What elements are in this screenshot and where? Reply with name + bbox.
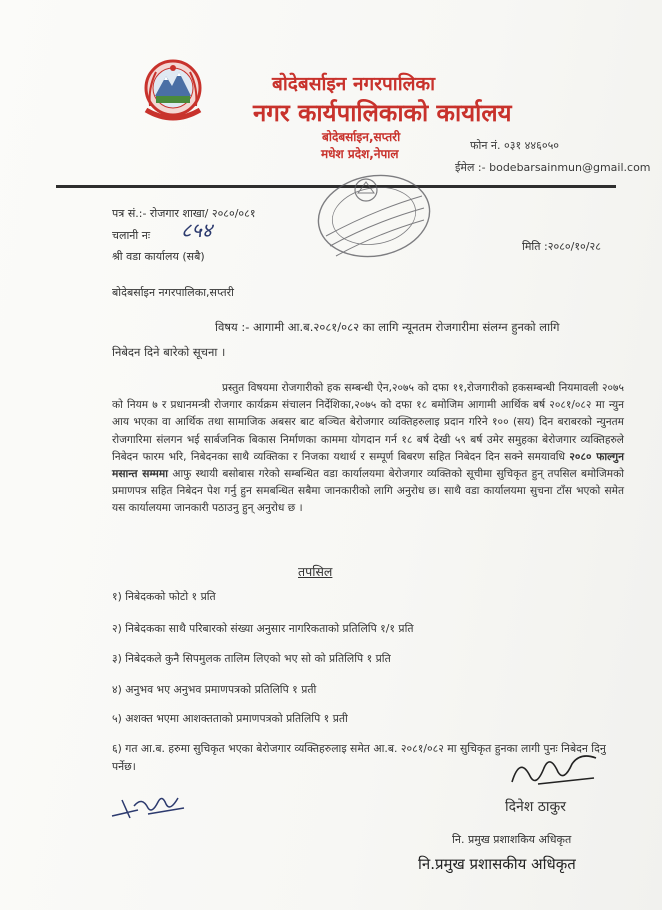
officer-name: दिनेश ठाकुर [505, 799, 567, 815]
office-province: मधेश प्रदेश,नेपाल [321, 147, 399, 161]
office-name: नगर कार्यपालिकाको कार्यालय [253, 99, 512, 127]
tapsil-item-5: ५) अशक्त भएमा आशक्तताको प्रमाणपत्रको प्रतिलिपि १ प्रती [112, 712, 348, 725]
body-text-part-2: आफु स्थायी बसोबास गरेको सम्बन्धित वडा कार्यालयमा बेरोजगार व्यक्तिको सूचीमा सुचिकृत हुन् तपसिल बमोजिमको प्रमाणपत्र सहित निबेदन पेश गर्नु हुन समबन्धित सबैमा जानकारीको लागि अनुरोध छ। साथै वडा कार्यालयमा सुचना टाँस भएको समेत यस कार्यालयमा जानकारी पठाउनु हुन् अनुरोध छ । [112, 468, 624, 515]
office-email-row [455, 160, 651, 175]
subject-line-1: विषय :- आगामी आ.ब.२०८१/०८२ का लागि न्यूनतम रोजगारीमा संलग्न हुनको लागि [215, 320, 560, 334]
notice-body-paragraph [112, 380, 624, 518]
municipality-name: बोदेबर्साइन नगरपालिका [272, 73, 436, 95]
initials-signature [108, 790, 188, 824]
recipient-line-1: श्री वडा कार्यालय (सबै) [112, 250, 205, 263]
tapsil-item-4: ४) अनुभव भए अनुभव प्रमाणपत्रको प्रतिलिपि १ प्रती [112, 683, 317, 696]
email-label: ईमेल :- [455, 161, 486, 174]
tapsil-heading: तपसिल [298, 564, 333, 579]
subject-line-2: निबेदन दिने बारेको सूचना । [112, 345, 226, 359]
nepal-emblem-icon [140, 58, 206, 128]
office-seal-stamp [312, 166, 436, 262]
officer-title: नि. प्रमुख प्रशाशकिय अधिकृत [452, 833, 572, 846]
tapsil-item-1: १) निबेदकको फोटो १ प्रति [112, 590, 216, 603]
letter-reference-number: पत्र सं.:- रोजगार शाखा/ २०८०/०८१ [112, 207, 256, 220]
email-address: bodebarsainmun@gmail.com [489, 161, 651, 174]
chalani-number-handwritten: ८५४ [181, 218, 213, 242]
officer-title-stamp: नि.प्रमुख प्रशासकीय अधिकृत [418, 855, 576, 873]
recipient-line-2: बोदेबर्साइन नगरपालिका,सप्तरी [112, 286, 234, 299]
tapsil-item-3: ३) निबेदकले कुनै सिपमुलक तालिम लिएको भए सो को प्रतिलिपि १ प्रति [112, 652, 391, 665]
office-location: बोदेबर्साइन,सप्तरी [322, 130, 401, 144]
office-phone: फोन नं. ०३१ ४४६०५० [470, 139, 560, 152]
tapsil-item-2: २) निबेदकका साथै परिबारको संख्या अनुसार नागरिकताको प्रतिलिपि १/१ प्रति [112, 622, 414, 635]
officer-signature [508, 748, 600, 790]
letter-date: मिति :२०८०/१०/२८ [522, 240, 601, 253]
tapsil-item-6: ६) गत आ.ब. हरुमा सुचिकृत भएका बेरोजगार व्यक्तिहरुलाइ समेत आ.ब. २०८१/०८२ मा सुचिकृत हुनका लागी पुनः निबेदन दिनु पर्नेछ। [112, 742, 606, 773]
body-deadline-highlight: २०८० फाल्गुन मसान्त सम्ममा [112, 450, 624, 481]
chalani-label: चलानी नः [112, 229, 151, 242]
body-text-part-1: प्रस्तुत विषयमा रोजगारीको हक सम्बन्धी ऐन,२०७५ को दफा ११,रोजगारीको हकसम्बन्धी नियमावली २०७५ को नियम ७ र प्रधानमन्त्री रोजगार कार्यक्रम संचालन निर्देशिका,२०७५ को दफा १८ बमोजिम आगामी आर्थिक बर्ष २०८१/०८२ मा न्युन आय भएका वा आर्थिक तथा सामाजिक अबसर बाट बञ्चित बेरोजगार व्यक्तिहरुलाइ प्रदान गरिने १०० (सय) दिन बराबरको न्युनतम रोजगारिमा संलगन भई सार्बजनिक बिकास निर्माणका काममा योगदान गर्न १८ बर्ष देखी ५९ बर्ष उमेर समुहका बेरोजगार व्यक्तिहरुले निबेदन फारम भरि, निबेदनका साथै व्यक्तिका र निजका यथार्थ र सम्पूर्ण बिबरण सहित निबेदन दिन सक्ने समयावधि [112, 382, 624, 463]
